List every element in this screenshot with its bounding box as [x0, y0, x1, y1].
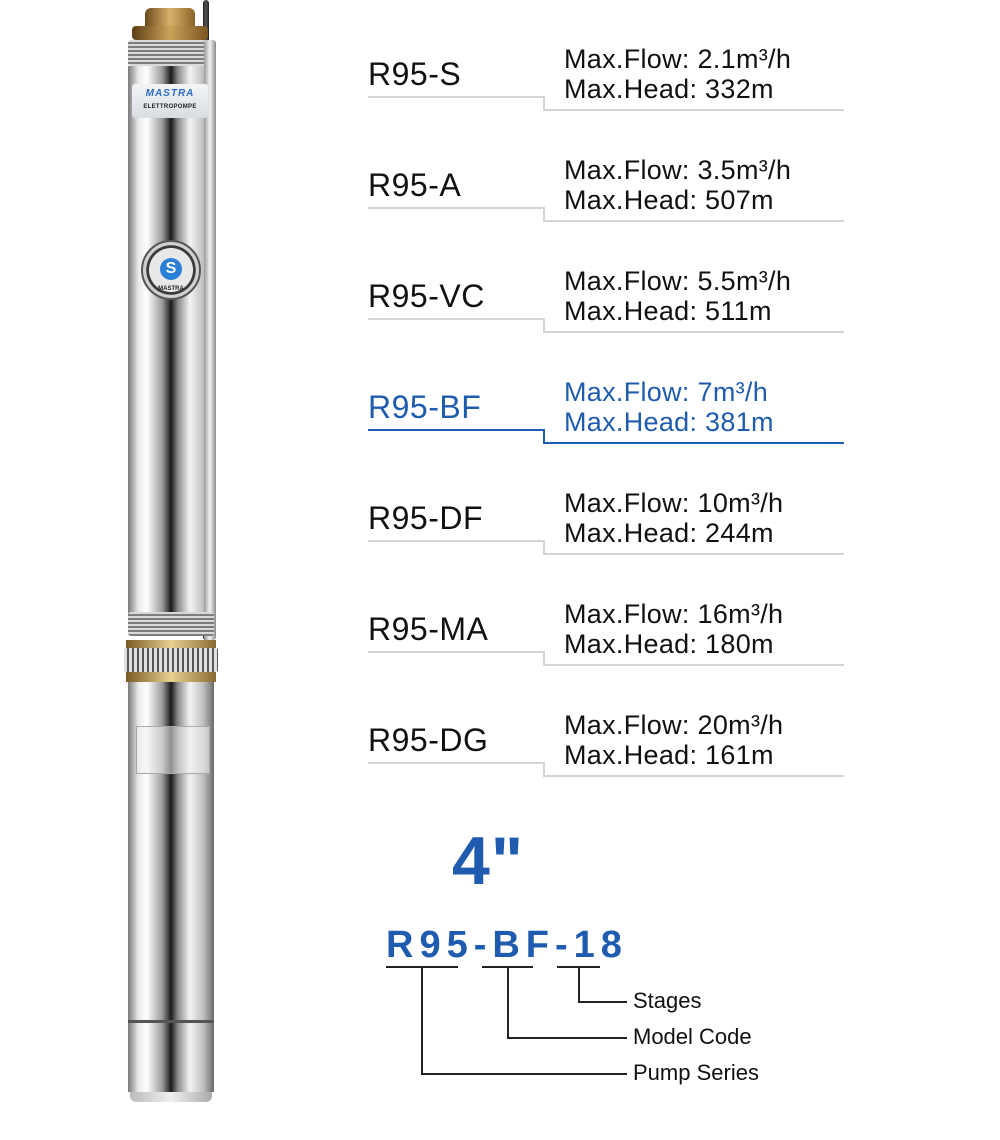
model-specs — [564, 377, 774, 437]
max-head: Max.Head: 332m — [564, 74, 774, 104]
max-head: Max.Head: 507m — [564, 185, 774, 215]
max-flow: Max.Flow: 5.5m³/h — [564, 266, 792, 296]
divider-left — [368, 96, 544, 98]
model-name: R95-DF — [368, 500, 484, 536]
model-name: R95-VC — [368, 278, 485, 314]
brass-outlet-base — [132, 26, 208, 40]
pump-foot — [130, 1092, 212, 1102]
model-name: R95-MA — [368, 611, 489, 647]
model-specs — [564, 44, 791, 104]
divider-right — [543, 775, 844, 777]
max-flow: Max.Flow: 3.5m³/h — [564, 155, 792, 185]
divider-right — [543, 331, 844, 333]
model-name: R95-A — [368, 167, 462, 203]
max-head: Max.Head: 180m — [564, 629, 774, 659]
connector-series-v — [421, 967, 423, 1075]
motor-thread — [128, 612, 214, 636]
model-specs — [564, 488, 783, 548]
model-specs — [564, 155, 791, 215]
max-flow: Max.Flow: 20m³/h — [564, 710, 784, 740]
divider-left — [368, 429, 544, 431]
label-pump-series: Pump Series — [633, 1060, 759, 1085]
outlet-thread — [128, 40, 214, 66]
divider-left — [368, 651, 544, 653]
model-row — [368, 266, 848, 366]
model-row — [368, 44, 848, 144]
model-row — [368, 488, 848, 588]
max-head: Max.Head: 511m — [564, 296, 772, 326]
model-name: R95-DG — [368, 722, 489, 758]
intake-screen — [124, 648, 218, 672]
brand-logo: MASTRA — [145, 88, 195, 99]
max-head: Max.Head: 244m — [564, 518, 774, 548]
max-flow: Max.Flow: 2.1m³/h — [564, 44, 792, 74]
model-row — [368, 155, 848, 255]
divider-right — [543, 664, 844, 666]
connector-stages-h — [578, 1001, 627, 1003]
divider-left — [368, 318, 544, 320]
model-row — [368, 710, 848, 810]
divider-left — [368, 207, 544, 209]
divider-right — [543, 109, 844, 111]
pump-size-label: 4" — [452, 823, 525, 899]
max-head: Max.Head: 381m — [564, 407, 774, 437]
connector-series-h — [421, 1073, 627, 1075]
badge-text: MASTRA — [158, 286, 184, 292]
motor-nameplate — [136, 726, 210, 774]
divider-left — [368, 540, 544, 542]
max-flow: Max.Flow: 16m³/h — [564, 599, 784, 629]
model-row-highlighted — [368, 377, 848, 477]
model-name: R95-S — [368, 56, 462, 92]
pump-body — [128, 66, 214, 624]
divider-right — [543, 553, 844, 555]
max-flow: Max.Flow: 10m³/h — [564, 488, 784, 518]
connector-model-v — [507, 967, 509, 1039]
label-model-code: Model Code — [633, 1024, 752, 1049]
max-flow: Max.Flow: 7m³/h — [564, 377, 769, 407]
divider-right — [543, 442, 844, 444]
divider-right — [543, 220, 844, 222]
brand-subtitle: ELETTROPOMPE — [143, 104, 197, 110]
divider-left — [368, 762, 544, 764]
label-stages: Stages — [633, 988, 702, 1013]
motor-band — [128, 1020, 214, 1023]
connector-model-h — [507, 1037, 627, 1039]
brass-ring-top — [126, 640, 216, 648]
model-specs — [564, 710, 783, 770]
connector-stages-v — [578, 967, 580, 1003]
brass-ring-bottom — [126, 672, 216, 682]
model-code: R95-BF-18 — [386, 924, 628, 966]
model-specs — [564, 266, 791, 326]
cable-guard — [204, 40, 216, 640]
model-row — [368, 599, 848, 699]
model-specs — [564, 599, 783, 659]
max-head: Max.Head: 161m — [564, 740, 774, 770]
badge-s-icon: S — [160, 258, 182, 280]
pump-illustration — [0, 0, 260, 1140]
model-name: R95-BF — [368, 389, 482, 425]
